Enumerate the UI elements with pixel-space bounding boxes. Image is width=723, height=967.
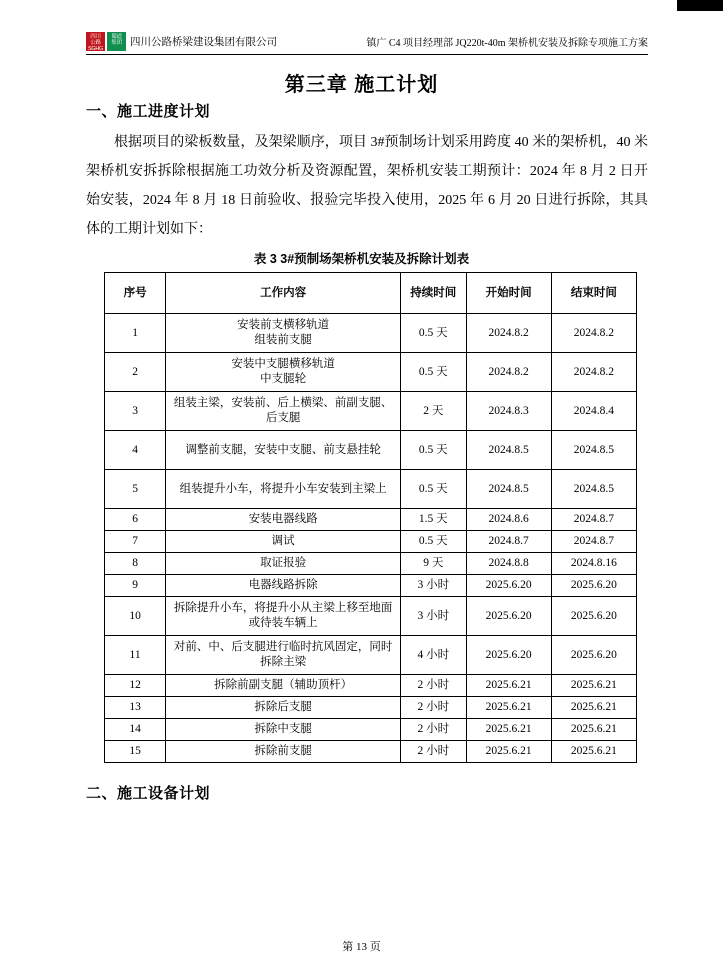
cell-duration: 2 小时	[401, 741, 467, 763]
cell-start: 2024.8.7	[466, 531, 551, 553]
document-header	[86, 30, 648, 54]
column-header-end: 结束时间	[551, 273, 636, 314]
cell-content: 电器线路拆除	[166, 575, 401, 597]
cell-index: 8	[105, 553, 166, 575]
cell-duration: 2 小时	[401, 675, 467, 697]
cell-start: 2024.8.5	[466, 431, 551, 470]
cell-end: 2025.6.20	[551, 636, 636, 675]
cell-duration: 9 天	[401, 553, 467, 575]
cell-duration: 4 小时	[401, 636, 467, 675]
body-paragraph: 根据项目的梁板数量，及架梁顺序，项目 3#预制场计划采用跨度 40 米的架桥机，40 米架桥机安拆拆除根据施工功效分析及资源配置，架桥机安装工期预计：2024 年 8 月 2 日开始安装，2024 年 8 月 18 日前验收、报验完毕投入使用，2025 年 6 月 20 日进行拆除，其具体的工期计划如下：	[86, 135, 648, 237]
cell-end: 2024.8.2	[551, 353, 636, 392]
table-row	[105, 597, 637, 636]
table-row	[105, 697, 637, 719]
cell-duration: 0.5 天	[401, 470, 467, 509]
header-divider	[86, 54, 648, 55]
cell-index: 14	[105, 719, 166, 741]
cell-index: 11	[105, 636, 166, 675]
cell-index: 12	[105, 675, 166, 697]
cell-start: 2024.8.3	[466, 392, 551, 431]
cell-index: 7	[105, 531, 166, 553]
table-row	[105, 719, 637, 741]
cell-index: 15	[105, 741, 166, 763]
schedule-table	[104, 272, 637, 763]
cell-content: 组装主梁，安装前、后上横梁、前副支腿、后支腿	[166, 392, 401, 431]
cell-index: 10	[105, 597, 166, 636]
cell-duration: 3 小时	[401, 575, 467, 597]
cell-index: 4	[105, 431, 166, 470]
column-header-content: 工作内容	[166, 273, 401, 314]
table-row	[105, 553, 637, 575]
cell-end: 2025.6.21	[551, 741, 636, 763]
cell-index: 2	[105, 353, 166, 392]
cell-content: 安装前支横移轨道 组装前支腿	[166, 314, 401, 353]
cell-content: 对前、中、后支腿进行临时抗风固定，同时拆除主梁	[166, 636, 401, 675]
cell-content: 取证报验	[166, 553, 401, 575]
cell-content: 拆除前支腿	[166, 741, 401, 763]
cell-end: 2024.8.2	[551, 314, 636, 353]
cell-start: 2025.6.21	[466, 697, 551, 719]
cell-start: 2025.6.20	[466, 597, 551, 636]
cell-start: 2025.6.21	[466, 741, 551, 763]
cell-index: 1	[105, 314, 166, 353]
cell-duration: 0.5 天	[401, 531, 467, 553]
cell-start: 2025.6.21	[466, 675, 551, 697]
cell-duration: 2 小时	[401, 719, 467, 741]
cell-content: 拆除中支腿	[166, 719, 401, 741]
cell-end: 2024.8.5	[551, 470, 636, 509]
cell-duration: 0.5 天	[401, 353, 467, 392]
cell-end: 2024.8.7	[551, 531, 636, 553]
cell-end: 2024.8.7	[551, 509, 636, 531]
cell-end: 2025.6.21	[551, 675, 636, 697]
cell-start: 2025.6.20	[466, 575, 551, 597]
table-caption: 表 3 3#预制场架桥机安装及拆除计划表	[253, 252, 470, 266]
header-project-title: 镇广 C4 项目经理部 JQ220t-40m 架桥机安装及拆除专项施工方案	[366, 38, 648, 49]
cell-start: 2024.8.6	[466, 509, 551, 531]
cell-index: 13	[105, 697, 166, 719]
cell-content: 调整前支腿，安装中支腿、前支悬挂轮	[166, 431, 401, 470]
table-row	[105, 392, 637, 431]
cell-start: 2025.6.20	[466, 636, 551, 675]
company-logo	[86, 30, 277, 52]
cell-index: 3	[105, 392, 166, 431]
cell-start: 2024.8.2	[466, 353, 551, 392]
cell-duration: 3 小时	[401, 597, 467, 636]
table-header-row	[105, 273, 637, 314]
cell-end: 2025.6.20	[551, 597, 636, 636]
cell-duration: 1.5 天	[401, 509, 467, 531]
cell-end: 2024.8.5	[551, 431, 636, 470]
cell-duration: 0.5 天	[401, 314, 467, 353]
cell-content: 调试	[166, 531, 401, 553]
cell-end: 2024.8.4	[551, 392, 636, 431]
table-row	[105, 675, 637, 697]
table-row	[105, 636, 637, 675]
cell-end: 2024.8.16	[551, 553, 636, 575]
company-name: 四川公路桥梁建设集团有限公司	[130, 36, 277, 48]
cell-start: 2025.6.21	[466, 719, 551, 741]
cell-index: 5	[105, 470, 166, 509]
cell-content: 安装电器线路	[166, 509, 401, 531]
page-title: 第三章 施工计划	[284, 74, 439, 96]
logo-green-icon: 蜀道 集团	[107, 32, 126, 51]
section-heading-progress-plan: 一、施工进度计划	[86, 103, 211, 120]
table-row	[105, 431, 637, 470]
section-heading-equipment-plan: 二、施工设备计划	[86, 785, 211, 802]
table-row	[105, 509, 637, 531]
table-row	[105, 741, 637, 763]
cell-start: 2024.8.8	[466, 553, 551, 575]
cell-end: 2025.6.21	[551, 719, 636, 741]
page-footer: 第 13 页	[342, 941, 381, 953]
corner-tab	[677, 0, 723, 11]
cell-end: 2025.6.20	[551, 575, 636, 597]
cell-duration: 0.5 天	[401, 431, 467, 470]
cell-content: 拆除后支腿	[166, 697, 401, 719]
table-row	[105, 353, 637, 392]
logo-red-icon: 四川 公路 SGHG	[88, 33, 103, 52]
cell-duration: 2 天	[401, 392, 467, 431]
table-row	[105, 531, 637, 553]
cell-index: 6	[105, 509, 166, 531]
cell-duration: 2 小时	[401, 697, 467, 719]
cell-start: 2024.8.5	[466, 470, 551, 509]
cell-content: 组装提升小车，将提升小车安装到主梁上	[166, 470, 401, 509]
column-header-index: 序号	[105, 273, 166, 314]
column-header-duration: 持续时间	[401, 273, 467, 314]
cell-index: 9	[105, 575, 166, 597]
cell-content: 拆除提升小车，将提升小从主梁上移至地面或待装车辆上	[166, 597, 401, 636]
column-header-start: 开始时间	[466, 273, 551, 314]
table-row	[105, 470, 637, 509]
table-row	[105, 314, 637, 353]
cell-content: 安装中支腿横移轨道 中支腿轮	[166, 353, 401, 392]
table-row	[105, 575, 637, 597]
cell-content: 拆除前副支腿（辅助顶杆）	[166, 675, 401, 697]
cell-end: 2025.6.21	[551, 697, 636, 719]
cell-start: 2024.8.2	[466, 314, 551, 353]
